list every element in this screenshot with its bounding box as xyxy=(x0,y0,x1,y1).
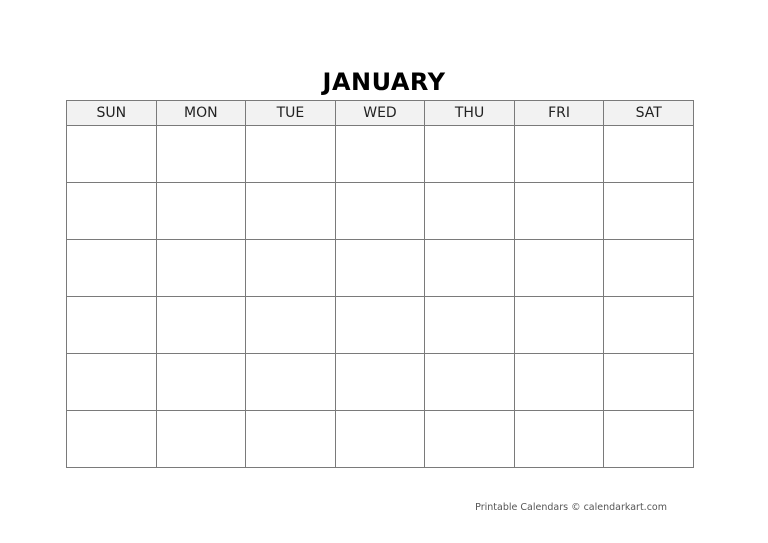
day-cell xyxy=(514,411,604,468)
calendar-grid xyxy=(66,100,694,468)
day-cell xyxy=(156,297,246,354)
weekday-mon: MON xyxy=(156,101,246,126)
week-row xyxy=(67,183,694,240)
weekday-sat: SAT xyxy=(604,101,694,126)
week-row xyxy=(67,354,694,411)
day-cell xyxy=(514,297,604,354)
day-cell xyxy=(514,183,604,240)
day-cell xyxy=(246,183,336,240)
day-cell xyxy=(514,354,604,411)
day-cell xyxy=(67,126,157,183)
day-cell xyxy=(425,297,515,354)
day-cell xyxy=(156,411,246,468)
weekday-thu: THU xyxy=(425,101,515,126)
day-cell xyxy=(604,411,694,468)
day-cell xyxy=(156,240,246,297)
day-cell xyxy=(67,411,157,468)
day-cell xyxy=(335,126,425,183)
day-cell xyxy=(246,411,336,468)
day-cell xyxy=(67,240,157,297)
day-cell xyxy=(604,354,694,411)
day-cell xyxy=(335,183,425,240)
day-cell xyxy=(425,240,515,297)
day-cell xyxy=(335,354,425,411)
day-cell xyxy=(246,240,336,297)
day-cell xyxy=(246,126,336,183)
calendar-body xyxy=(67,126,694,468)
day-cell xyxy=(67,183,157,240)
day-cell xyxy=(604,297,694,354)
day-cell xyxy=(335,240,425,297)
month-title: JANUARY xyxy=(322,68,446,96)
week-row xyxy=(67,297,694,354)
day-cell xyxy=(604,126,694,183)
week-row xyxy=(67,411,694,468)
weekday-tue: TUE xyxy=(246,101,336,126)
day-cell xyxy=(425,411,515,468)
footer-credit: Printable Calendars © calendarkart.com xyxy=(475,502,667,513)
day-cell xyxy=(156,354,246,411)
weekday-wed: WED xyxy=(335,101,425,126)
day-cell xyxy=(67,354,157,411)
day-cell xyxy=(514,126,604,183)
day-cell xyxy=(335,297,425,354)
day-cell xyxy=(425,126,515,183)
day-cell xyxy=(246,297,336,354)
weekday-header-row xyxy=(67,101,694,126)
weekday-sun: SUN xyxy=(67,101,157,126)
day-cell xyxy=(604,183,694,240)
weekday-header xyxy=(67,101,694,126)
day-cell xyxy=(156,126,246,183)
day-cell xyxy=(604,240,694,297)
weekday-fri: FRI xyxy=(514,101,604,126)
week-row xyxy=(67,240,694,297)
day-cell xyxy=(425,354,515,411)
day-cell xyxy=(246,354,336,411)
day-cell xyxy=(156,183,246,240)
day-cell xyxy=(67,297,157,354)
day-cell xyxy=(335,411,425,468)
week-row xyxy=(67,126,694,183)
day-cell xyxy=(514,240,604,297)
day-cell xyxy=(425,183,515,240)
